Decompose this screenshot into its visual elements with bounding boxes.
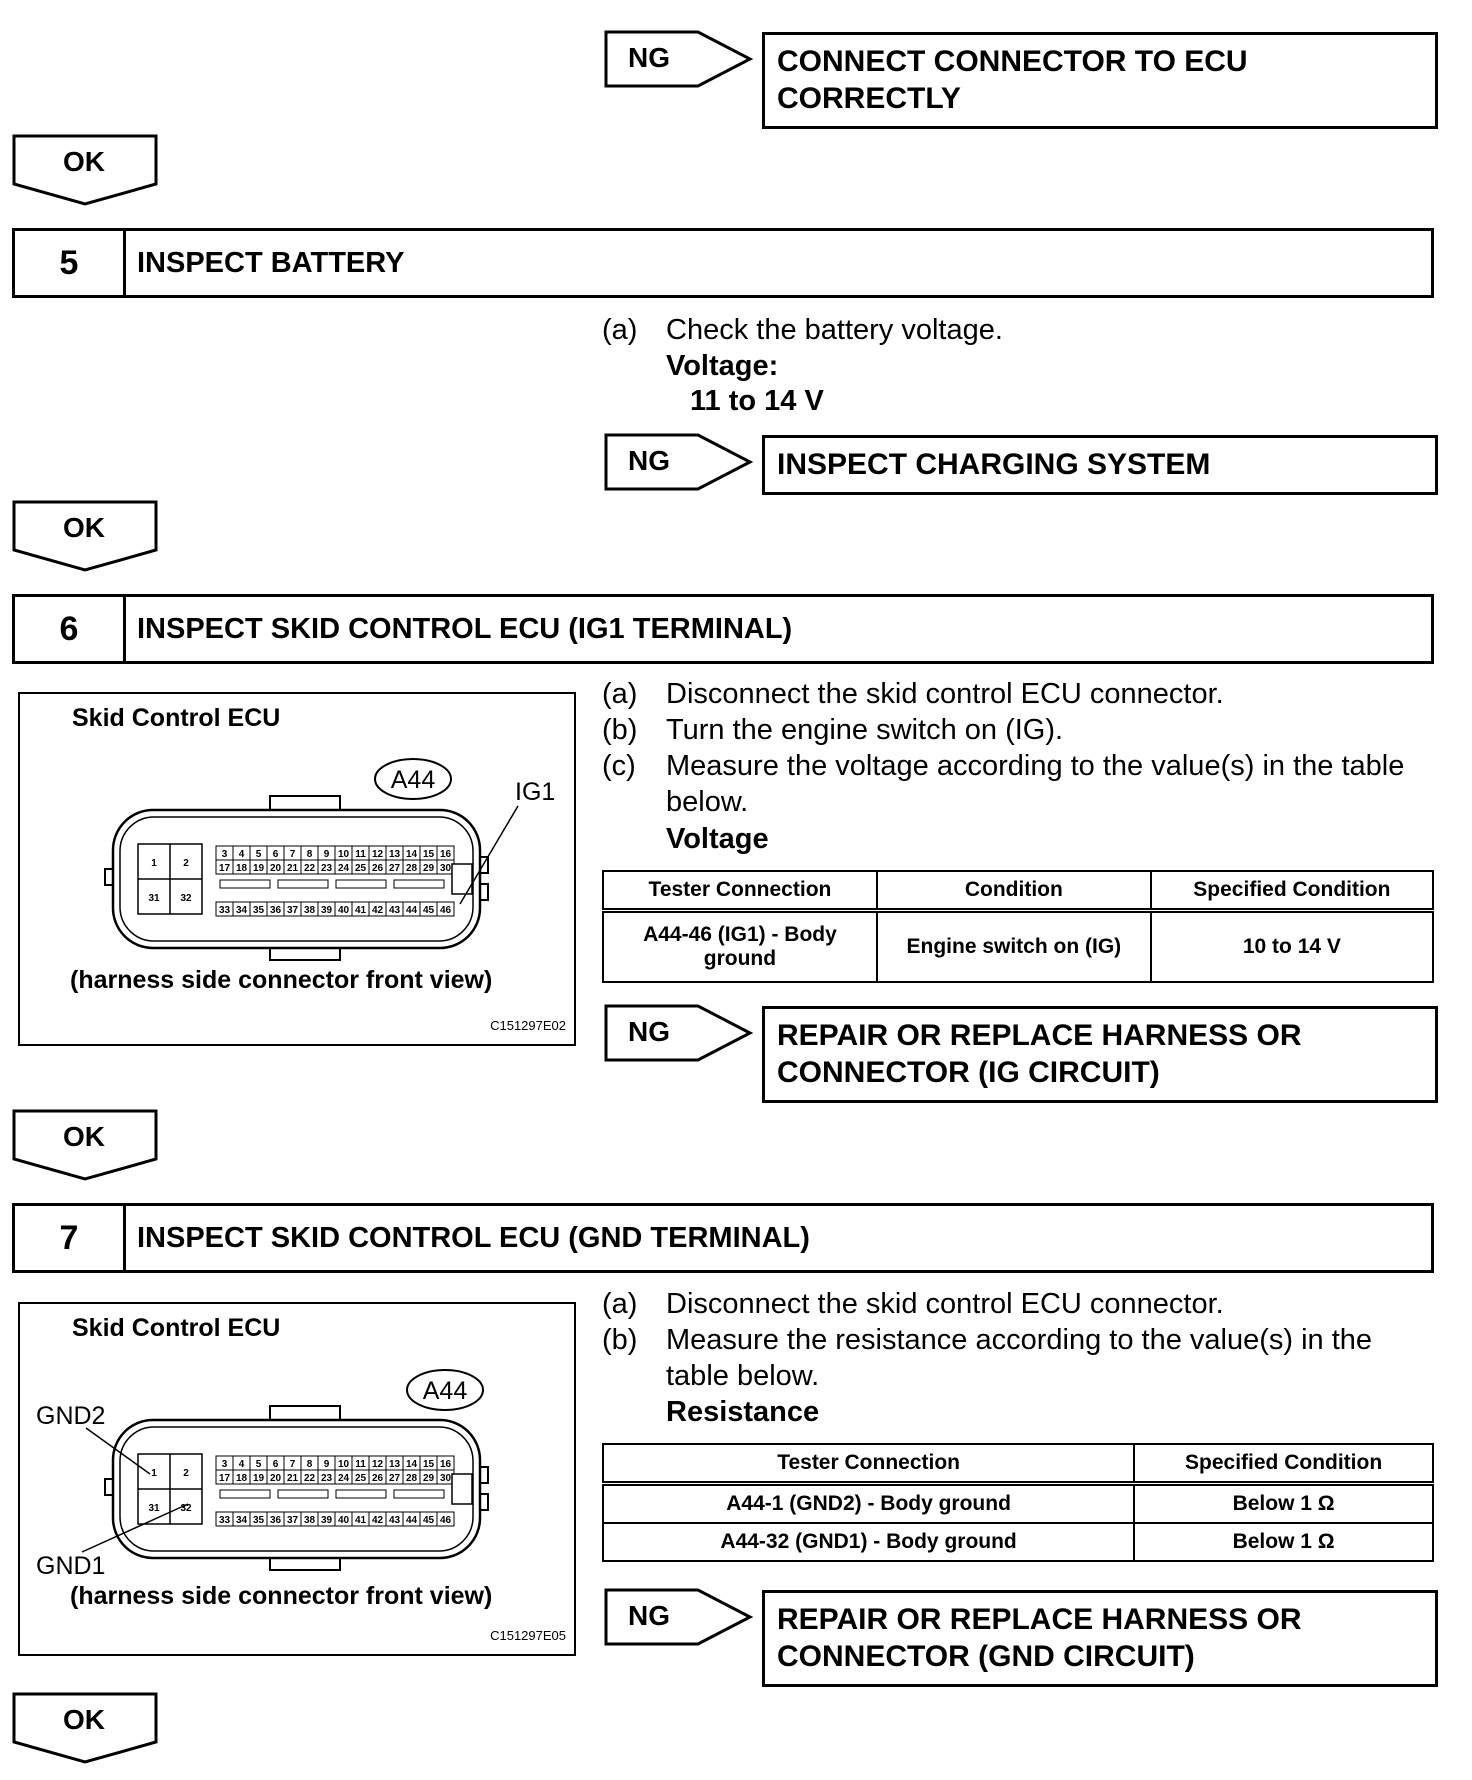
pin-40: 40: [337, 905, 350, 916]
pin-16: 16: [439, 849, 452, 860]
pin-4: 4: [238, 1459, 245, 1470]
pin-34: 34: [235, 905, 248, 916]
pin-14: 14: [405, 1459, 418, 1470]
ok-label: OK: [63, 1121, 105, 1152]
pin-26: 26: [371, 863, 384, 874]
pin-45: 45: [422, 905, 435, 916]
pin-12: 12: [371, 1459, 384, 1470]
pin-44: 44: [405, 1515, 418, 1526]
ng-label: NG: [628, 1016, 670, 1047]
pin-42: 42: [371, 905, 384, 916]
ng-result-ig-circuit: REPAIR OR REPLACE HARNESS OR CONNECTOR (IG CIRCUIT): [762, 1006, 1438, 1103]
pin-39: 39: [320, 1515, 333, 1526]
pin-2: 2: [183, 1468, 189, 1479]
voltage-value: 11 to 14 V: [690, 385, 824, 417]
instruction-a: (a) Disconnect the skid control ECU connector.: [602, 1288, 1224, 1320]
pin-6: 6: [272, 849, 279, 860]
table-row: A44-32 (GND1) - Body ground Below 1 Ω: [603, 1523, 1433, 1561]
pin-17: 17: [218, 1473, 231, 1484]
ng-result-charging: INSPECT CHARGING SYSTEM: [762, 435, 1438, 495]
pin-30: 30: [439, 863, 452, 874]
pin-9: 9: [323, 849, 330, 860]
connector-id-label: A44: [390, 766, 436, 794]
pin-37: 37: [286, 905, 299, 916]
figure-caption: (harness side connector front view): [70, 1582, 493, 1610]
instruction-a: (a) Disconnect the skid control ECU connector.: [602, 678, 1224, 710]
pin-6: 6: [272, 1459, 279, 1470]
pin-28: 28: [405, 1473, 418, 1484]
ng-label: NG: [628, 42, 670, 73]
pin-8: 8: [306, 849, 313, 860]
pin-43: 43: [388, 1515, 401, 1526]
pin-27: 27: [388, 1473, 401, 1484]
step-6-header: [12, 594, 1434, 664]
ng-arrow: [604, 1588, 754, 1646]
pin-28: 28: [405, 863, 418, 874]
pin-26: 26: [371, 1473, 384, 1484]
figure-code: C151297E05: [490, 1628, 566, 1643]
instruction-b: (b) Turn the engine switch on (IG).: [602, 714, 1064, 746]
pin-8: 8: [306, 1459, 313, 1470]
pin-38: 38: [303, 1515, 316, 1526]
pin-9: 9: [323, 1459, 330, 1470]
pin-3: 3: [221, 849, 228, 860]
pin-24: 24: [337, 1473, 350, 1484]
table-header: Tester Connection: [603, 1444, 1134, 1484]
pin-38: 38: [303, 905, 316, 916]
pin-32: 32: [180, 1503, 192, 1514]
pin-46: 46: [439, 905, 452, 916]
terminal-slot: [220, 1490, 270, 1498]
ng-label: NG: [628, 1600, 670, 1631]
ok-label: OK: [63, 1704, 105, 1735]
voltage-table: [602, 870, 1434, 983]
pin-23: 23: [320, 863, 333, 874]
pin-29: 29: [422, 1473, 435, 1484]
pin-20: 20: [269, 1473, 282, 1484]
pin-35: 35: [252, 905, 265, 916]
figure-title: Skid Control ECU: [72, 1314, 281, 1342]
pin-13: 13: [388, 1459, 401, 1470]
pin-18: 18: [235, 863, 248, 874]
pin-22: 22: [303, 1473, 316, 1484]
pin-32: 32: [180, 893, 192, 904]
pin-40: 40: [337, 1515, 350, 1526]
pin-1: 1: [151, 1468, 157, 1479]
pin-1: 1: [151, 858, 157, 869]
pin-30: 30: [439, 1473, 452, 1484]
step-7-header: [12, 1203, 1434, 1273]
resistance-heading: Resistance: [666, 1396, 820, 1428]
connector-id-label: A44: [422, 1377, 468, 1405]
pin-45: 45: [422, 1515, 435, 1526]
instruction-b: (b) Measure the resistance according to the value(s) in the table below.: [602, 1324, 1373, 1392]
voltage-heading: Voltage: [666, 823, 769, 855]
terminal-slot: [394, 1490, 444, 1498]
pin-42: 42: [371, 1515, 384, 1526]
figure-ig1-connector: [18, 692, 576, 1046]
pin-22: 22: [303, 863, 316, 874]
pin-29: 29: [422, 863, 435, 874]
terminal-slot: [336, 880, 386, 888]
pin-14: 14: [405, 849, 418, 860]
pin-21: 21: [286, 1473, 299, 1484]
table-header: Condition: [877, 871, 1151, 911]
pin-3: 3: [221, 1459, 228, 1470]
pin-7: 7: [289, 849, 296, 860]
figure-title: Skid Control ECU: [72, 704, 281, 732]
pin-18: 18: [235, 1473, 248, 1484]
ok-label: OK: [63, 146, 105, 177]
pin-25: 25: [354, 863, 367, 874]
pin-27: 27: [388, 863, 401, 874]
table-row: A44-46 (IG1) - Body ground Engine switch on (IG) 10 to 14 V: [603, 911, 1433, 983]
gnd2-label: GND2: [36, 1402, 106, 1430]
pin-17: 17: [218, 863, 231, 874]
ng-arrow: [604, 1004, 754, 1062]
ng-result-gnd-circuit: REPAIR OR REPLACE HARNESS OR CONNECTOR (GND CIRCUIT): [762, 1590, 1438, 1687]
table-header: Tester Connection: [603, 871, 877, 911]
pin-25: 25: [354, 1473, 367, 1484]
pin-36: 36: [269, 1515, 282, 1526]
ng-arrow-top: [604, 30, 754, 88]
terminal-slot: [278, 880, 328, 888]
ig1-label: IG1: [515, 778, 556, 806]
pin-41: 41: [354, 905, 367, 916]
pin-5: 5: [255, 1459, 262, 1470]
pin-13: 13: [388, 849, 401, 860]
pin-11: 11: [355, 1459, 366, 1470]
pin-43: 43: [388, 905, 401, 916]
pin-7: 7: [289, 1459, 296, 1470]
pin-37: 37: [286, 1515, 299, 1526]
figure-gnd-connector: [18, 1302, 576, 1656]
pin-33: 33: [218, 905, 231, 916]
pin-36: 36: [269, 905, 282, 916]
pin-11: 11: [355, 849, 366, 860]
pin-44: 44: [405, 905, 418, 916]
pin-5: 5: [255, 849, 262, 860]
terminal-slot: [220, 880, 270, 888]
pin-10: 10: [337, 849, 350, 860]
instruction-a: (a) Check the battery voltage.: [602, 314, 1003, 346]
table-row: A44-1 (GND2) - Body ground Below 1 Ω: [603, 1484, 1433, 1524]
pin-46: 46: [439, 1515, 452, 1526]
gnd1-label: GND1: [36, 1552, 106, 1580]
pin-41: 41: [354, 1515, 367, 1526]
pin-31: 31: [148, 893, 160, 904]
step-number: 5: [15, 231, 126, 295]
terminal-slot: [394, 880, 444, 888]
resistance-table: [602, 1443, 1434, 1562]
table-header: Specified Condition: [1151, 871, 1433, 911]
voltage-heading: Voltage:: [666, 350, 779, 382]
pin-15: 15: [422, 1459, 435, 1470]
terminal-slot: [336, 1490, 386, 1498]
pin-2: 2: [183, 858, 189, 869]
table-header: Specified Condition: [1134, 1444, 1433, 1484]
pin-15: 15: [422, 849, 435, 860]
figure-code: C151297E02: [490, 1018, 566, 1033]
figure-caption: (harness side connector front view): [70, 966, 493, 994]
terminal-slot: [278, 1490, 328, 1498]
ng-label: NG: [628, 445, 670, 476]
pin-12: 12: [371, 849, 384, 860]
ng-arrow: [604, 433, 754, 491]
instruction-c: (c) Measure the voltage according to the value(s) in the table below.: [602, 750, 1405, 818]
step-5-header: [12, 228, 1434, 298]
pin-19: 19: [252, 1473, 265, 1484]
step-number: 6: [15, 597, 126, 661]
pin-31: 31: [148, 1503, 160, 1514]
ng-result-connect: CONNECT CONNECTOR TO ECU CORRECTLY: [762, 32, 1438, 129]
pin-10: 10: [337, 1459, 350, 1470]
pin-39: 39: [320, 905, 333, 916]
pin-35: 35: [252, 1515, 265, 1526]
pin-24: 24: [337, 863, 350, 874]
step-number: 7: [15, 1206, 126, 1270]
pin-20: 20: [269, 863, 282, 874]
pin-16: 16: [439, 1459, 452, 1470]
step-title: INSPECT SKID CONTROL ECU (GND TERMINAL): [137, 1222, 810, 1254]
pin-19: 19: [252, 863, 265, 874]
step-title: INSPECT BATTERY: [137, 247, 405, 279]
pin-23: 23: [320, 1473, 333, 1484]
pin-34: 34: [235, 1515, 248, 1526]
pin-33: 33: [218, 1515, 231, 1526]
pin-4: 4: [238, 849, 245, 860]
pin-21: 21: [286, 863, 299, 874]
step-title: INSPECT SKID CONTROL ECU (IG1 TERMINAL): [137, 613, 793, 645]
ok-label: OK: [63, 512, 105, 543]
